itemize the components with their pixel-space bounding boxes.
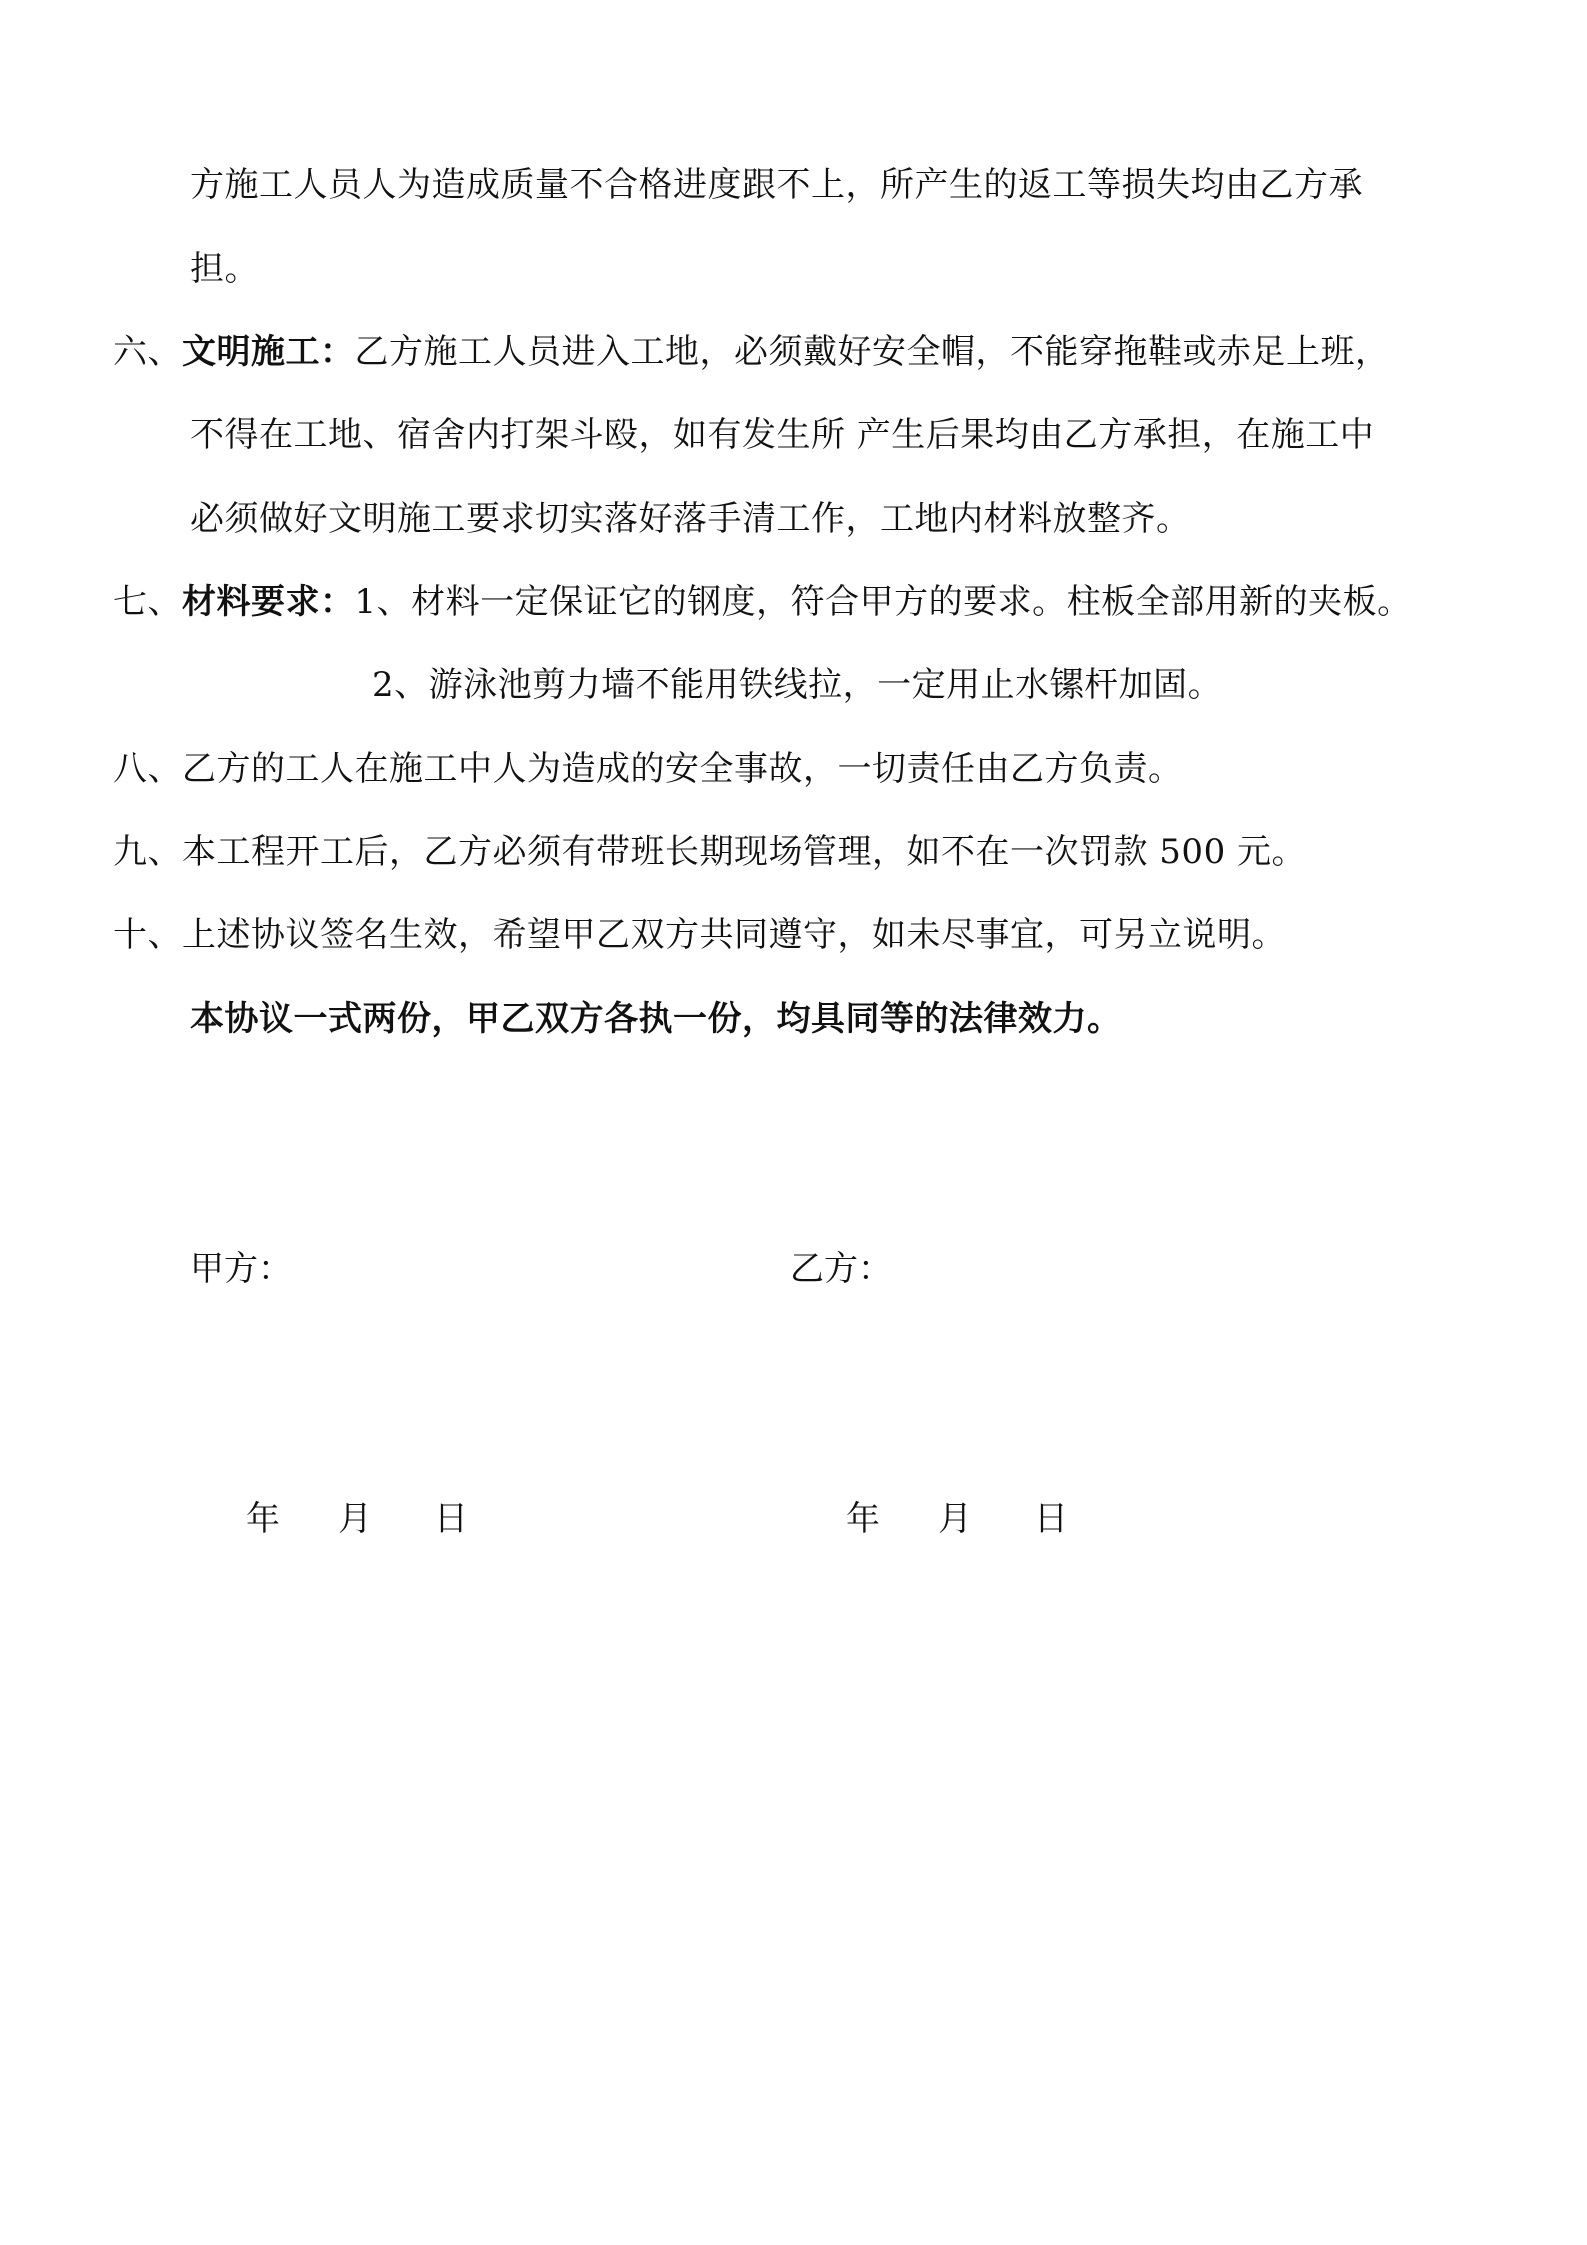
continuation-line-1: 方施工人员人为造成质量不合格进度跟不上，所产生的返工等损失均由乙方承 <box>190 165 1363 205</box>
clause-6-number: 六、 <box>113 332 182 372</box>
clause-8-number: 八、 <box>113 749 182 789</box>
party-b-date-day: 日 <box>1034 1499 1068 1539</box>
clause-9-text: 本工程开工后，乙方必须有带班长期现场管理，如不在一次罚款 500 元。 <box>182 832 1307 872</box>
clause-6-line-2: 不得在工地、宿舍内打架斗殴，如有发生所 产生后果均由乙方承担，在施工中 <box>190 415 1375 455</box>
clause-6-line-1 <box>113 330 1390 374</box>
closing-statement: 本协议一式两份，甲乙双方各执一份，均具同等的法律效力。 <box>190 999 1122 1039</box>
clause-6-heading: 文明施工： <box>182 332 355 372</box>
clause-10-text: 上述协议签名生效，希望甲乙双方共同遵守，如未尽事宜，可另立说明。 <box>182 915 1286 955</box>
clause-6-text-1: 乙方施工人员进入工地，必须戴好安全帽，不能穿拖鞋或赤足上班， <box>354 332 1390 372</box>
clause-8-text: 乙方的工人在施工中人为造成的安全事故，一切责任由乙方负责。 <box>182 749 1183 789</box>
clause-10-number: 十、 <box>113 915 182 955</box>
party-b-date-month: 月 <box>938 1499 972 1539</box>
clause-7-text-1: 1、材料一定保证它的钢度，符合甲方的要求。柱板全部用新的夹板。 <box>354 582 1412 622</box>
clause-7-number: 七、 <box>113 582 182 622</box>
party-a-date-year: 年 <box>246 1499 280 1539</box>
clause-6-line-3: 必须做好文明施工要求切实落好落手清工作，工地内材料放整齐。 <box>190 499 1191 539</box>
party-b-date-year: 年 <box>846 1499 880 1539</box>
clause-9-number: 九、 <box>113 832 182 872</box>
party-a-date-day: 日 <box>434 1499 468 1539</box>
clause-7-line-2: 2、游泳池剪力墙不能用铁线拉，一定用止水镙杆加固。 <box>372 665 1223 705</box>
party-a-date-month: 月 <box>338 1499 372 1539</box>
clause-10-line <box>113 913 1286 957</box>
continuation-line-2: 担。 <box>190 249 259 289</box>
clause-7-heading: 材料要求： <box>182 582 355 622</box>
clause-7-line-1 <box>113 580 1412 624</box>
party-a-signature-label: 甲方： <box>190 1249 292 1289</box>
clause-8-line <box>113 747 1183 791</box>
party-b-signature-label: 乙方： <box>790 1249 892 1289</box>
clause-9-line <box>113 830 1306 874</box>
